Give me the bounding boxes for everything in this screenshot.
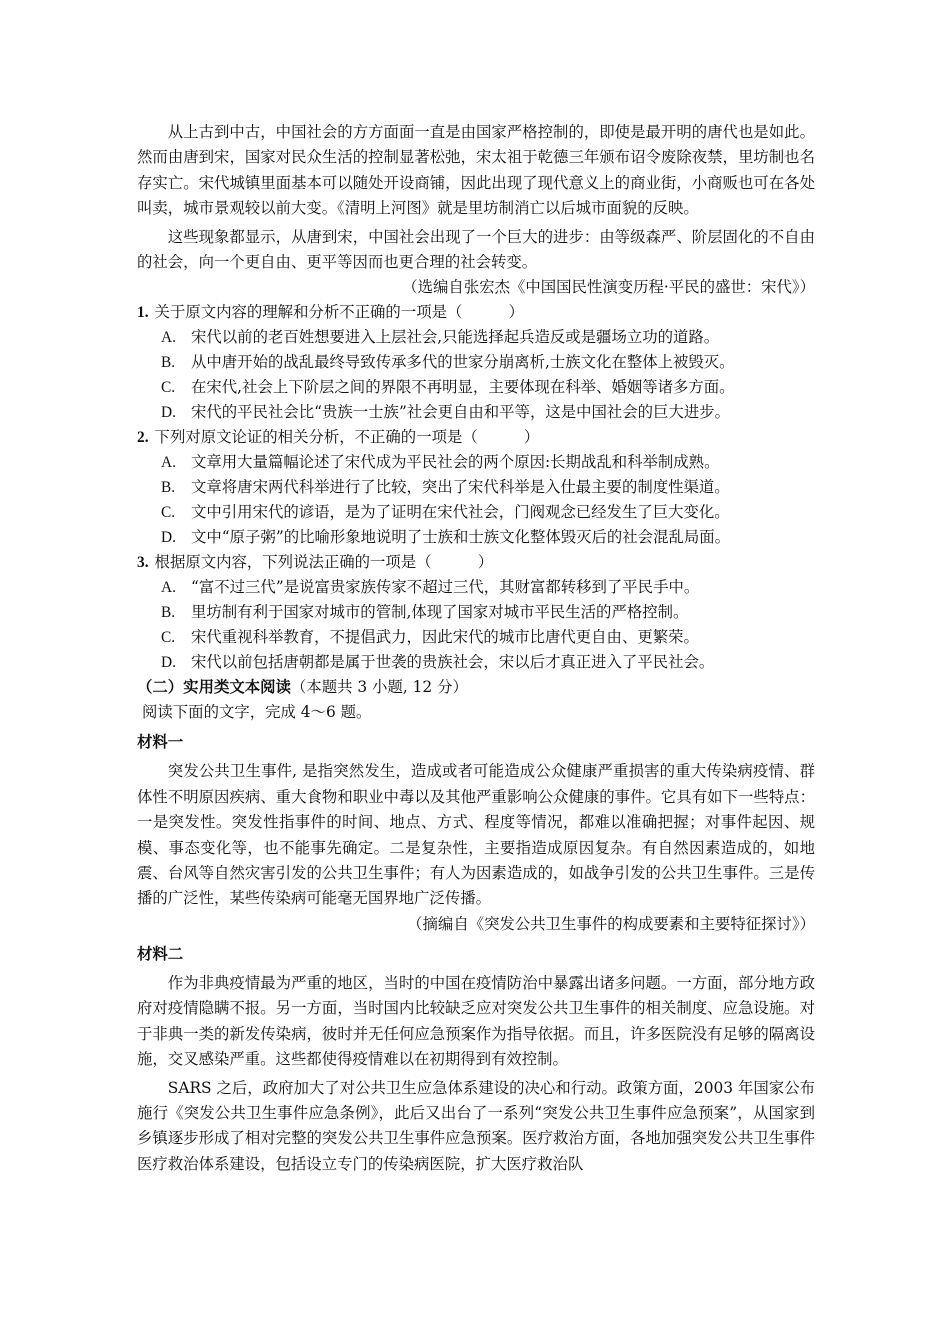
section-heading: [137, 675, 815, 700]
section-note: （本题共 3 小题, 12 分）: [290, 678, 468, 697]
question-stem: 下列对原文论证的相关分析，不正确的一项是（ ）: [154, 428, 540, 447]
question-number: 1.: [137, 304, 149, 322]
passage-source: （选编自张宏杰《中国国民性演变历程·平民的盛世：宋代》）: [402, 278, 815, 297]
option-b: B. 文章将唐宋两代科举进行了比较，突出了宋代科举是入仕最主要的制度性渠道。: [161, 478, 730, 497]
question-1: [137, 300, 815, 425]
option-b: B. 从中唐开始的战乱最终导致传承多代的世家分崩离析,士族文化在整体上被毁灭。: [161, 353, 735, 372]
option-c: C. 在宋代,社会上下阶层之间的界限不再明显，主要体现在科举、婚姻等诸多方面。: [161, 378, 735, 397]
option-a: A. 文章用大量篇幅论述了宋代成为平民社会的两个原因:长期战乱和科举制成熟。: [161, 453, 720, 472]
option-d: D. 宋代的平民社会比“贵族一士族”社会更自由和平等，这是中国社会的巨大进步。: [161, 403, 731, 422]
question-stem: 根据原文内容，下列说法正确的一项是（ ）: [154, 553, 494, 572]
option-a: A. 宋代以前的老百姓想要进入上层社会,只能选择起兵造反或是疆场立功的道路。: [161, 328, 720, 347]
option-d: D. 宋代以前包括唐朝都是属于世袭的贵族社会，宋以后才真正进入了平民社会。: [161, 653, 715, 672]
option-a: A. “富不过三代”是说富贵家族传家不超过三代，其财富都转移到了平民手中。: [161, 578, 700, 597]
document-page: [137, 120, 815, 1177]
question-3: [137, 550, 815, 675]
passage-paragraph-1: 从上古到中古，中国社会的方方面面一直是由国家严格控制的，即使是最开明的唐代也是如此。然而由唐到宋，国家对民众生活的控制显著松弛，宋太祖于乾德三年颁布诏令废除夜禁，里坊制也名存实亡。宋代城镇里面基本可以随处开设商铺，因此出现了现代意义上的商业街，小商贩也可在各处叫卖，城市景观较以前大变。《清明上河图》就是里坊制消亡以后城市面貌的反映。: [137, 123, 815, 218]
material-2-paragraph-2: SARS 之后，政府加大了对公共卫生应急体系建设的决心和行动。政策方面，2003 年国家公布施行《突发公共卫生事件应急条例》，此后又出台了一系列“突发公共卫生事件应急预案”，从国家到乡镇逐步形成了相对完整的突发公共卫生事件应急预案。医疗救治方面，各地加强突发公共卫生事件医疗救治体系建设，包括设立专门的传染病医院，扩大医疗救治队: [137, 1078, 815, 1173]
material-2-heading: 材料二: [137, 944, 184, 963]
question-number: 2.: [137, 429, 149, 447]
material-1-source: （摘编自《突发公共卫生事件的构成要素和主要特征探讨》）: [407, 914, 815, 933]
section-title: （二）实用类文本阅读: [137, 678, 291, 697]
option-b: B. 里坊制有利于国家对城市的管制,体现了国家对城市平民生活的严格控制。: [161, 603, 689, 622]
option-d: D. 文中“原子粥”的比喻形象地说明了士族和士族文化整体毁灭后的社会混乱局面。: [161, 528, 731, 547]
passage-paragraph-2: 这些现象都显示，从唐到宋，中国社会出现了一个巨大的进步：由等级森严、阶层固化的不自由的社会，向一个更自由、更平等因而也更合理的社会转变。: [137, 227, 815, 272]
material-2-paragraph-1: 作为非典疫情最为严重的地区，当时的中国在疫情防治中暴露出诸多问题。一方面，部分地方政府对疫情隐瞒不报。另一方面，当时国内比较缺乏应对突发公共卫生事件的相关制度、应急设施。对于非典一类的新发传染病，彼时并无任何应急预案作为指导依据。而且，许多医院没有足够的隔离设施，交叉感染严重。这些都使得疫情难以在初期得到有效控制。: [137, 973, 815, 1069]
material-1-text: 突发公共卫生事件, 是指突然发生，造成或者可能造成公众健康严重损害的重大传染病疫情、群体性不明原因疾病、重大食物和职业中毒以及其他严重影响公众健康的事件。它具有如下一些特点：一是突发性。突发性指事件的时间、地点、方式、程度等情况，都难以准确把握；对事件起因、规模、事态变化等，也不能事先确定。二是复杂性，主要指造成原因复杂。有自然因素造成的，如地震、台风等自然灾害引发的公共卫生事件；有人为因素造成的，如战争引发的公共卫生事件。三是传播的广泛性，某些传染病可能毫无国界地广泛传播。: [137, 762, 815, 908]
question-2: [137, 425, 815, 550]
question-number: 3.: [137, 554, 149, 572]
section-instruction: 阅读下面的文字，完成 4～6 题。: [142, 703, 372, 722]
question-stem: 关于原文内容的理解和分析不正确的一项是（ ）: [154, 303, 524, 322]
option-c: C. 文中引用宋代的谚语，是为了证明在宋代社会，门阀观念已经发生了巨大变化。: [161, 503, 730, 522]
material-1-heading: 材料一: [137, 733, 184, 752]
option-c: C. 宋代重视科举教育，不提倡武力，因此宋代的城市比唐代更自由、更繁荣。: [161, 628, 699, 647]
